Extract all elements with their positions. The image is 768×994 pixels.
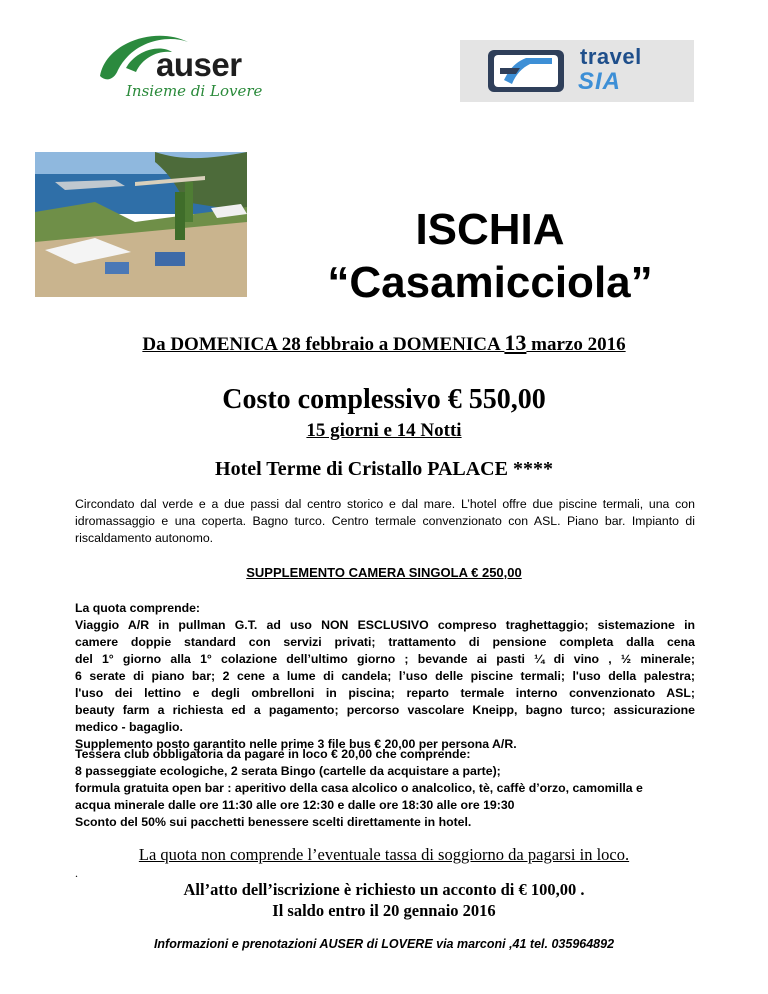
includes-line: del 1° giorno alla 1° colazione dell’ultimo giorno ; bevande ai pasti ¼ di vino , ½ minerale; [75, 652, 695, 666]
club-line: Sconto del 50% sui pacchetti benessere scelti direttamente in hotel. [75, 815, 472, 829]
auser-wordmark: auser [156, 46, 242, 83]
travel-sia-logo [460, 40, 694, 102]
includes-section [75, 600, 695, 753]
club-line: formula gratuita open bar : aperitivo della casa alcolico o analcolico, tè, caffè d’orzo, camomilla e [75, 781, 643, 795]
deposit-note: All’atto dell’iscrizione è richiesto un acconto di € 100,00 . [183, 880, 585, 899]
includes-line: La quota comprende: [75, 601, 201, 615]
club-card-section [75, 746, 705, 831]
club-line: Tessera club obbligatoria da pagare in loco € 20,00 che comprende: [75, 747, 471, 761]
includes-line: Supplemento posto garantito nelle prime 3 file bus € 20,00 per persona A/R. [75, 737, 517, 751]
club-line: acqua minerale dalle ore 11:30 alle ore 12:30 e dalle ore 18:30 alle ore 19:30 [75, 798, 515, 812]
balance-note: Il saldo entro il 20 gennaio 2016 [272, 901, 496, 920]
includes-line: beauty farm a richiesta ed a pagamento; percorso vascolare Kneipp, bagno turco; assicurazione [75, 703, 695, 717]
dates-day: 13 [504, 330, 527, 355]
auser-logo [96, 28, 266, 104]
destination-title: ISCHIA [415, 205, 565, 254]
includes-line: l'uso dei lettino e degli ombrelloni in piscina; reparto termale interno convenzionato ASL; [75, 686, 695, 700]
stray-dot: . [75, 866, 78, 880]
auser-tagline: Insieme di Lovere [126, 82, 263, 100]
dates-part2: marzo 2016 [526, 334, 626, 355]
includes-line: 6 serate di piano bar; 2 cene a lume di candela; l’uso delle piscine termali; l'uso della palestra; [75, 669, 695, 683]
total-cost: Costo complessivo € 550,00 [222, 384, 546, 415]
includes-line: medico - bagaglio. [75, 720, 183, 734]
travel-dates [0, 330, 768, 356]
sia-wordmark: SIA [578, 68, 622, 95]
includes-line: camere doppie standard con servizi privati; trattamento di pensione completa dalla cena [75, 635, 695, 649]
travel-sia-emblem-icon [460, 40, 570, 102]
travel-wordmark: travel [580, 44, 642, 69]
includes-line: Viaggio A/R in pullman G.T. ad uso NON ESCLUSIVO compreso traghettaggio; sistemazione in [75, 618, 695, 632]
hotel-photo [35, 152, 247, 297]
location-subtitle: “Casamicciola” [327, 258, 653, 307]
hotel-name: Hotel Terme di Cristallo PALACE **** [215, 458, 553, 480]
single-room-supplement: SUPPLEMENTO CAMERA SINGOLA € 250,00 [246, 565, 522, 580]
duration: 15 giorni e 14 Notti [306, 420, 462, 441]
club-line: 8 passeggiate ecologiche, 2 serata Bingo (cartelle da acquistare a parte); [75, 764, 501, 778]
dates-part1: Da DOMENICA 28 febbraio a DOMENICA [142, 334, 505, 355]
excludes-note: La quota non comprende l’eventuale tassa di soggiorno da pagarsi in loco. [138, 845, 630, 864]
hotel-description: Circondato dal verde e a due passi dal centro storico e dal mare. L’hotel offre due piscine termali, una con idromassaggio e una coperta. Bagno turco. Centro termale convenzionato con ASL. Piano bar. Impianto di riscaldamento autonomo. [75, 497, 695, 545]
contact-info: Informazioni e prenotazioni AUSER di LOVERE via marconi ,41 tel. 035964892 [153, 937, 615, 951]
